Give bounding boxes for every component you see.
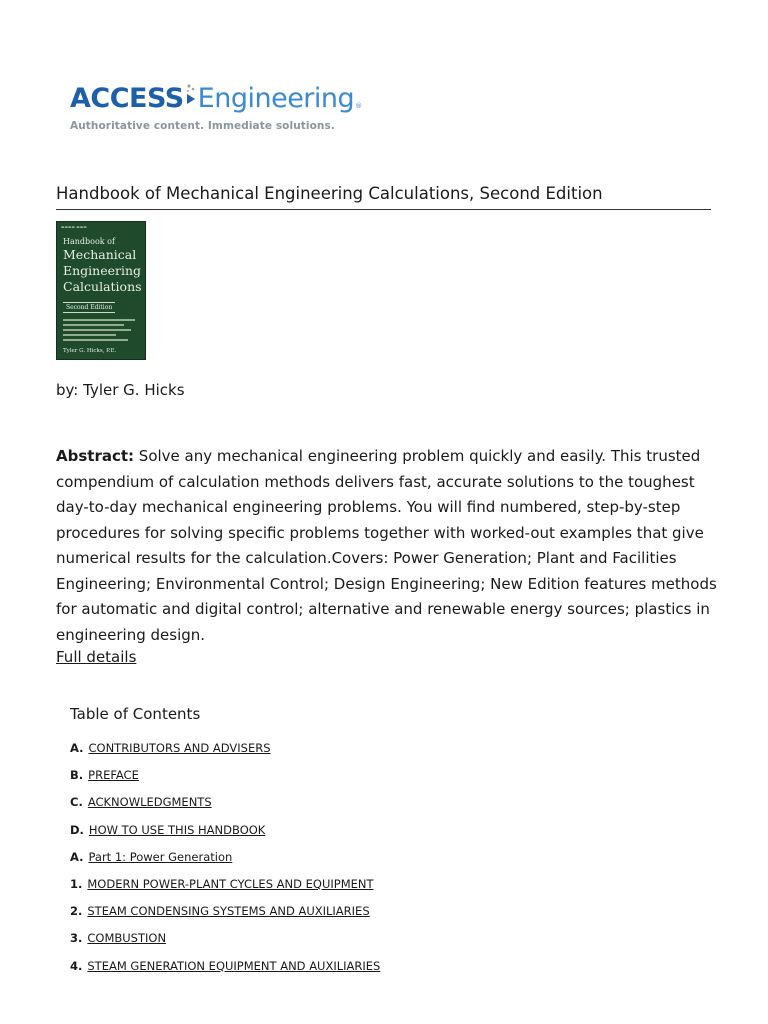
page-title: Handbook of Mechanical Engineering Calculations, Second Edition [56,184,711,210]
cover-author: Tyler G. Hicks, P.E. [63,348,117,354]
toc-item [70,768,380,795]
toc-marker: C. [70,795,83,810]
toc-item [70,795,380,822]
cover-title-line2: Mechanical [63,247,137,262]
cover-title-line1: Handbook of [63,237,115,246]
toc-item [70,823,380,850]
toc-marker: D. [70,822,84,837]
logo-wordmark [70,80,370,116]
toc-link[interactable]: STEAM GENERATION EQUIPMENT AND AUXILIARIES [87,958,381,973]
full-details-link[interactable]: Full details [56,648,137,666]
toc-link[interactable]: Part 1: Power Generation [88,849,233,864]
cover-series-mark: ▬▬▬▬ ▬▬▬ [61,225,87,229]
toc-item [70,904,380,931]
toc-marker: A. [70,741,84,755]
toc-marker: A. [70,849,84,864]
toc-item [70,877,380,904]
toc-link[interactable]: ACKNOWLEDGMENTS [87,795,212,810]
toc-item [70,741,380,768]
toc-link[interactable]: CONTRIBUTORS AND ADVISERS [88,741,271,755]
toc-marker: 1. [70,876,83,891]
book-cover-image[interactable] [56,221,146,360]
abstract-text: Solve any mechanical engineering problem quickly and easily. This trusted compendium of calculation methods delivers fast, accurate solutions to the toughest day-to-day mechanical engineering problems. You will find numbered, step-by-step procedures for solving specific problems together with worked-out examples that give numerical results for the calculation.Covers: Power Generation; Plant and Facilities Engineering; Environmental Control; Design Engineering; New Edition features methods for automatic and digital control; alternative and renewable energy sources; plastics in engineering design. [56,447,717,644]
logo-brand-bold: ACCESS [70,82,184,114]
toc-link[interactable]: PREFACE [88,768,139,783]
toc-item [70,850,380,877]
cover-title-line4: Calculations [63,279,142,294]
toc-marker: 3. [70,931,83,946]
toc-link[interactable]: HOW TO USE THIS HANDBOOK [88,822,266,837]
toc-link[interactable]: MODERN POWER-PLANT CYCLES AND EQUIPMENT [87,876,374,891]
toc-list [70,741,380,986]
toc-marker: 2. [70,904,83,919]
logo-registered-mark: ® [355,102,363,110]
toc-marker: 4. [70,958,83,973]
toc-link[interactable]: COMBUSTION [87,931,167,946]
cover-text-lines [57,313,145,341]
abstract-label: Abstract: [56,447,135,465]
access-engineering-logo [70,80,370,140]
toc-item [70,931,380,958]
toc-title: Table of Contents [70,705,201,723]
cover-title-line3: Engineering [63,263,142,278]
toc-item [70,959,380,986]
logo-arrow-icon [185,80,197,116]
toc-marker: B. [70,768,84,783]
toc-link[interactable]: STEAM CONDENSING SYSTEMS AND AUXILIARIES [87,904,370,919]
logo-tagline: Authoritative content. Immediate solutions. [70,120,335,132]
cover-edition: Second Edition [63,302,115,313]
abstract [56,444,720,648]
author-byline: by: Tyler G. Hicks [56,381,185,399]
logo-brand-light: Engineering [197,82,355,114]
